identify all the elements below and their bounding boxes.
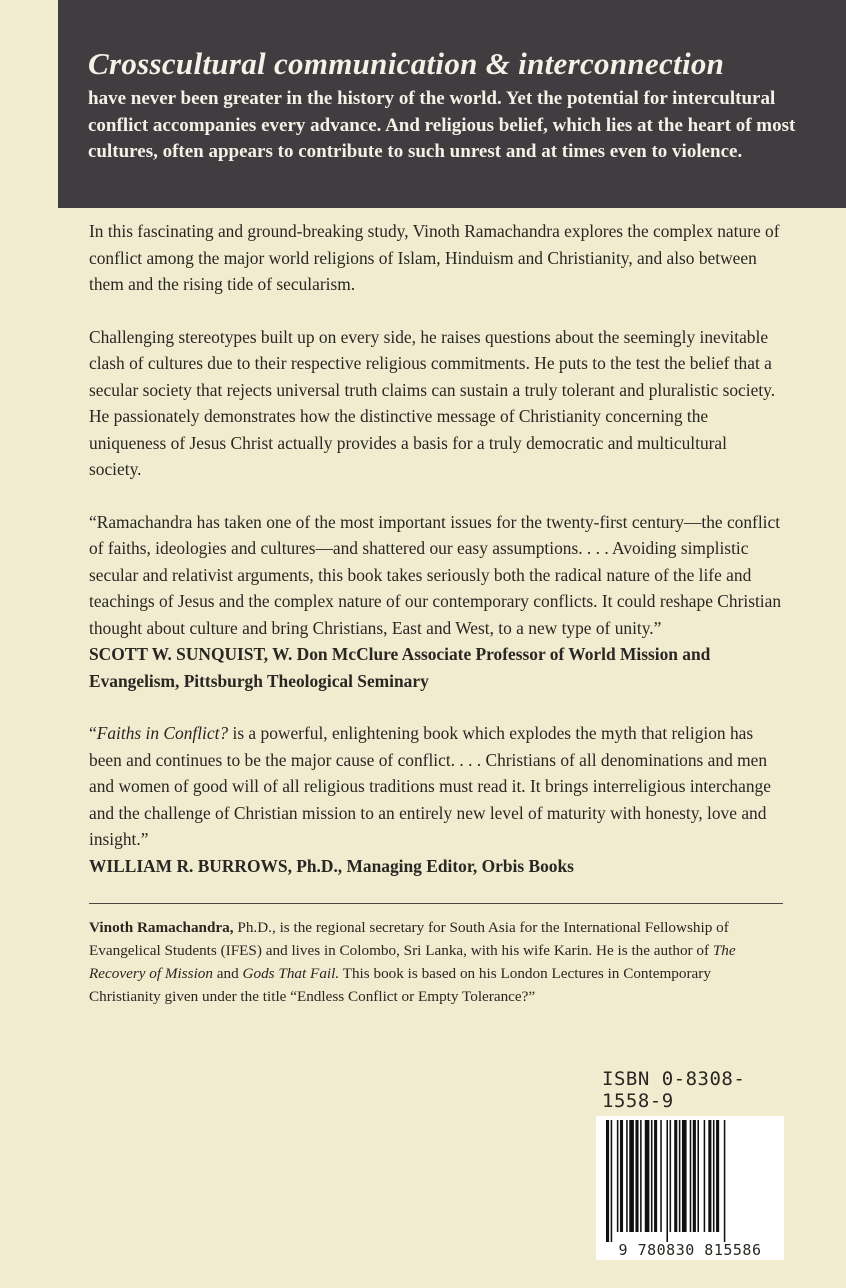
book-title: Faiths in Conflict? [96,723,229,743]
barcode-bar [629,1120,634,1232]
barcode-bar [635,1120,638,1232]
barcode-bar [690,1120,692,1232]
barcode-bar [682,1120,687,1232]
endorsement-attribution: WILLIAM R. BURROWS, Ph.D., Managing Editor, Orbis Books [89,855,574,876]
barcode-bar [611,1120,613,1242]
isbn-block [596,1068,784,1260]
author-name: Vinoth Ramachandra, [89,919,234,936]
barcode-bar [620,1120,623,1232]
lead-paragraph: have never been greater in the history of the world. Yet the potential for intercultural conflict accompanies every advance. And religious belief, which lies at the heart of most cultures, often appears to contribute to such unrest and at times even to violence. [88,88,796,162]
barcode-bar [708,1120,711,1232]
endorsement-quote: “Ramachandra has taken one of the most important issues for the twenty-first century—the conflict of faiths, ideologies and cultures—and shattered our easy assumptions. . . . Avoiding simplistic secular and relativist arguments, this book takes seriously both the radical nature of the life and teachings of Jesus and the complex nature of our contemporary conflicts. It could reshape Christian thought about culture and bring Christians, East and West, to a new type of unity.” [89,511,782,638]
body-content [89,218,783,879]
barcode-bar [693,1120,696,1232]
barcode-bar [674,1120,677,1232]
barcode-bar [679,1120,681,1232]
barcode-bar [724,1120,726,1242]
header-band [58,0,846,208]
barcode-bar [645,1120,650,1232]
barcode-bar [670,1120,672,1232]
endorsement-attribution: SCOTT W. SUNQUIST, W. Don McClure Associate Professor of World Mission and Evangelism, Pittsburgh Theological Seminary [89,644,711,691]
barcode-bar [704,1120,706,1232]
author-bio: Vinoth Ramachandra, Ph.D., is the regional secretary for South Asia for the International Fellowship of Evangelical Students (IFES) and lives in Colombo, Sri Lanka, with his wife Karin. He is the author of The Recovery of Mission and Gods That Fail. This book is based on his London Lectures in Contemporary Christianity given under the title “Endless Conflict or Empty Tolerance?” [89,919,736,1005]
barcode-bar [716,1120,719,1232]
barcode-bar [640,1120,642,1232]
barcode-bars [596,1116,784,1242]
book-title: The Recovery of Mission [89,942,736,982]
barcode-bar [606,1120,609,1242]
barcode-bar [654,1120,657,1232]
isbn-label: ISBN 0-8308-1558-9 [602,1068,746,1112]
barcode-bar [713,1120,715,1232]
endorsement-quote: “Faiths in Conflict? is a powerful, enlightening book which explodes the myth that religion has been and continues to be the major cause of conflict. . . . Christians of all denominations and men and women of good will of all religious traditions must read it. It brings interreligious interchange and the challenge of Christian mission to an entirely new level of maturity with honesty, love and insight.” [89,723,771,849]
headline: Crosscultural communication & interconnection [88,46,725,81]
barcode [596,1116,784,1260]
divider [89,903,783,904]
summary-paragraph: Challenging stereotypes built up on every side, he raises questions about the seemingly inevitable clash of cultures due to their respective religious commitments. He puts to the test the belief that a secular society that rejects universal truth claims can sustain a truly tolerant and pluralistic society. He passionately demonstrates how the distinctive message of Christianity concerning the uniqueness of Jesus Christ actually provides a basis for a truly democratic and multicultural society. [89,326,776,479]
barcode-bar [626,1120,628,1232]
barcode-bar [666,1120,668,1242]
barcode-digits: 9 780830 815586 [618,1241,762,1259]
barcode-bar [617,1120,619,1232]
barcode-bar [651,1120,653,1232]
barcode-bar [660,1120,662,1232]
intro-paragraph: In this fascinating and ground-breaking study, Vinoth Ramachandra explores the complex nature of conflict among the major world religions of Islam, Hinduism and Christianity, and also between them and the rising tide of secularism. [89,221,780,294]
barcode-bar [697,1120,699,1232]
book-title: Gods That Fail. [242,965,340,982]
